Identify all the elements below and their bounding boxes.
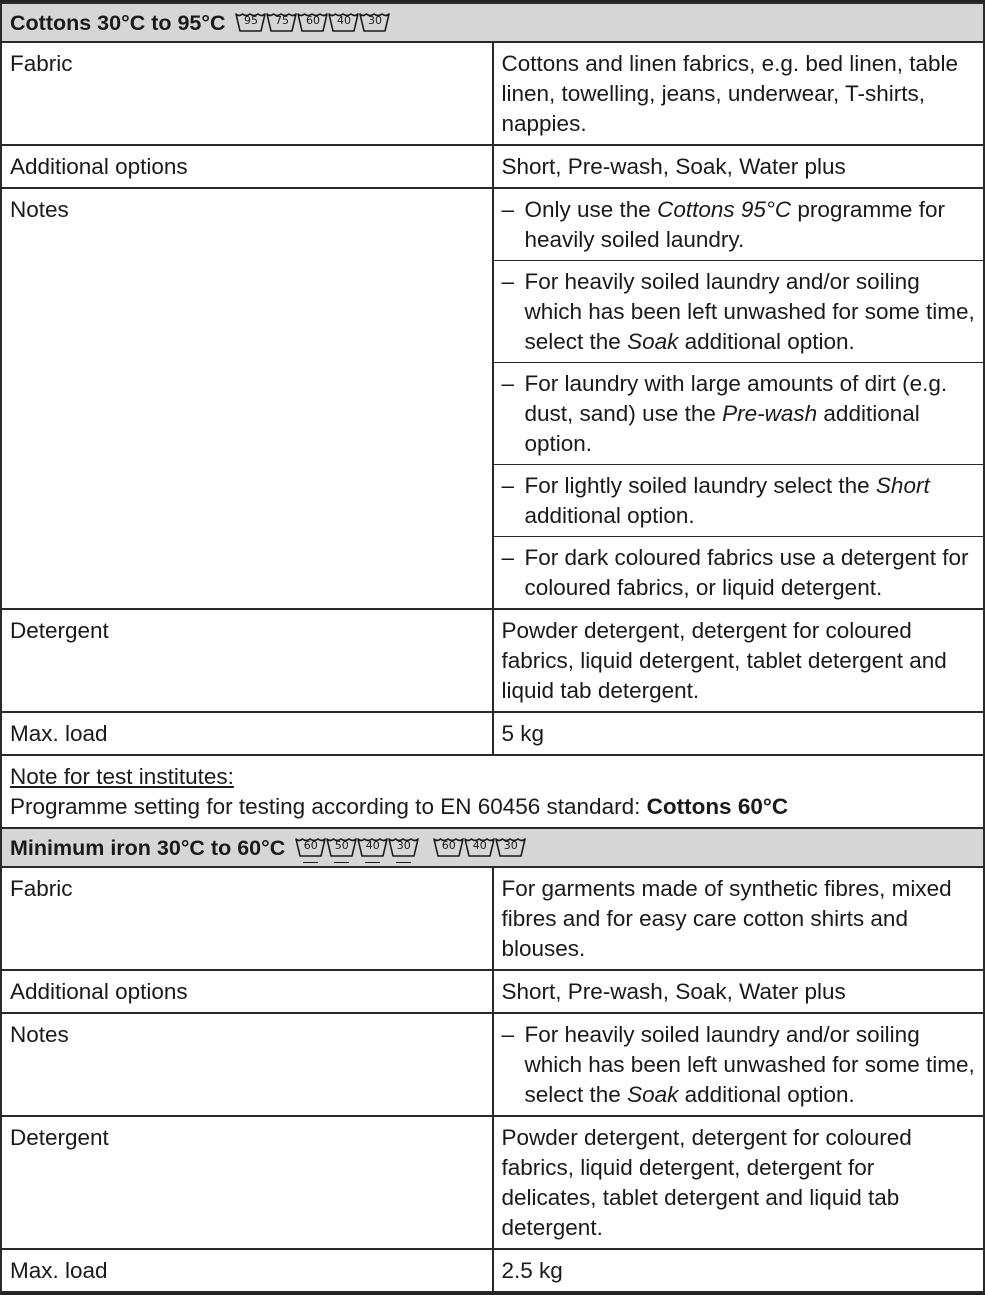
wash-symbols-gentle [295,837,419,858]
note-text: For laundry with large amounts of dirt (e.g. dust, sand) use the [524,371,948,426]
note-emphasis: Soak [627,329,679,354]
note-item [494,363,984,465]
wash-tub-icon [328,12,359,33]
wash-tub-icon [266,12,297,33]
row-label: Detergent [1,1116,493,1249]
wash-tub-icon [359,12,390,33]
test-note-heading: Note for test institutes: [10,764,234,789]
row-label: Max. load [1,712,493,755]
row-label: Notes [1,1013,493,1116]
wash-tub-icon [297,12,328,33]
row-max-load [1,1249,984,1292]
section-title: Minimum iron 30°C to 60°C [10,836,286,860]
gentle-bar-icon [396,860,411,863]
dash-bullet: – [501,545,515,570]
section-header-cottons [1,3,984,42]
note-emphasis: Soak [627,1082,679,1107]
note-text: additional option. [524,503,695,528]
row-max-load [1,712,984,755]
gentle-bar-icon [365,860,380,863]
notes-list [502,1014,976,1115]
row-notes [1,1013,984,1116]
dash-bullet: – [501,197,515,222]
wash-temperature: 30 [396,839,411,852]
row-label: Fabric [1,42,493,145]
wash-tub-icon [388,837,419,858]
note-emphasis: Pre-wash [722,401,818,426]
note-item [494,537,984,608]
note-emphasis: Short [875,473,930,498]
dash-bullet: – [501,1022,515,1047]
note-text: additional option. [678,329,855,354]
test-note-programme: Cottons 60°C [646,794,789,819]
note-text: additional option. [678,1082,855,1107]
wash-tub-icon [357,837,388,858]
row-fabric [1,867,984,970]
wash-temperature: 30 [503,839,518,852]
note-text: Only use the [524,197,658,222]
row-label: Notes [1,188,493,609]
row-label: Fabric [1,867,493,970]
dash-bullet: – [501,269,515,294]
row-value: 2.5 kg [493,1249,985,1292]
row-test-institutes [1,755,984,828]
wash-symbols [433,837,526,858]
row-value: Cottons and linen fabrics, e.g. bed linen, table linen, towelling, jeans, underwear, T-shirts, nappies. [493,42,985,145]
wash-tub-icon [495,837,526,858]
wash-temperature: 50 [334,839,349,852]
row-detergent [1,609,984,712]
note-text: For heavily soiled laundry and/or soiling which has been left unwashed for some time, select the [524,1022,975,1107]
note-text: programme for heavily soiled laundry. [524,197,945,252]
programme-table [0,2,985,1293]
section-header-minimum-iron [1,828,984,867]
row-additional-options [1,970,984,1013]
wash-tub-icon [433,837,464,858]
row-detergent [1,1116,984,1249]
wash-tub-icon [295,837,326,858]
note-item [494,261,984,363]
section-title: Cottons 30°C to 95°C [10,11,226,35]
test-note-text [10,792,975,822]
note-text: additional option. [524,401,920,456]
wash-tub-icon [235,12,266,33]
row-value: Short, Pre-wash, Soak, Water plus [493,970,985,1013]
wash-temperature: 60 [303,839,318,852]
wash-temperature: 40 [365,839,380,852]
gentle-bar-icon [334,860,349,863]
wash-temperature: 40 [472,839,487,852]
gentle-bar-icon [303,860,318,863]
wash-temperature: 40 [336,14,351,27]
wash-tub-icon [464,837,495,858]
notes-list [502,189,976,608]
wash-tub-icon [326,837,357,858]
wash-temperature: 95 [243,14,258,27]
note-text: For dark coloured fabrics use a detergent for coloured fabrics, or liquid detergent. [524,545,969,600]
row-value: 5 kg [493,712,985,755]
wash-temperature: 60 [305,14,320,27]
row-fabric [1,42,984,145]
note-item [494,1014,984,1115]
row-label: Max. load [1,1249,493,1292]
row-value: Powder detergent, detergent for coloured fabrics, liquid detergent, tablet detergent and liquid tab detergent. [493,609,985,712]
dash-bullet: – [501,473,515,498]
row-value: Short, Pre-wash, Soak, Water plus [493,145,985,188]
row-label: Additional options [1,970,493,1013]
dash-bullet: – [501,371,515,396]
row-label: Additional options [1,145,493,188]
row-notes [1,188,984,609]
row-value: For garments made of synthetic fibres, mixed fibres and for easy care cotton shirts and blouses. [493,867,985,970]
test-note-body: Programme setting for testing according to EN 60456 standard: [10,794,647,819]
note-emphasis: Cottons 95°C [657,197,792,222]
row-value: Powder detergent, detergent for coloured fabrics, liquid detergent, detergent for delicates, tablet detergent and liquid tab detergent. [493,1116,985,1249]
wash-symbols [235,12,390,33]
wash-temperature: 75 [274,14,289,27]
wash-temperature: 30 [367,14,382,27]
note-text: For lightly soiled laundry select the [524,473,876,498]
note-text: For heavily soiled laundry and/or soiling which has been left unwashed for some time, select the [524,269,975,354]
wash-temperature: 60 [441,839,456,852]
row-label: Detergent [1,609,493,712]
note-item [494,465,984,537]
note-item [494,189,984,261]
row-additional-options [1,145,984,188]
